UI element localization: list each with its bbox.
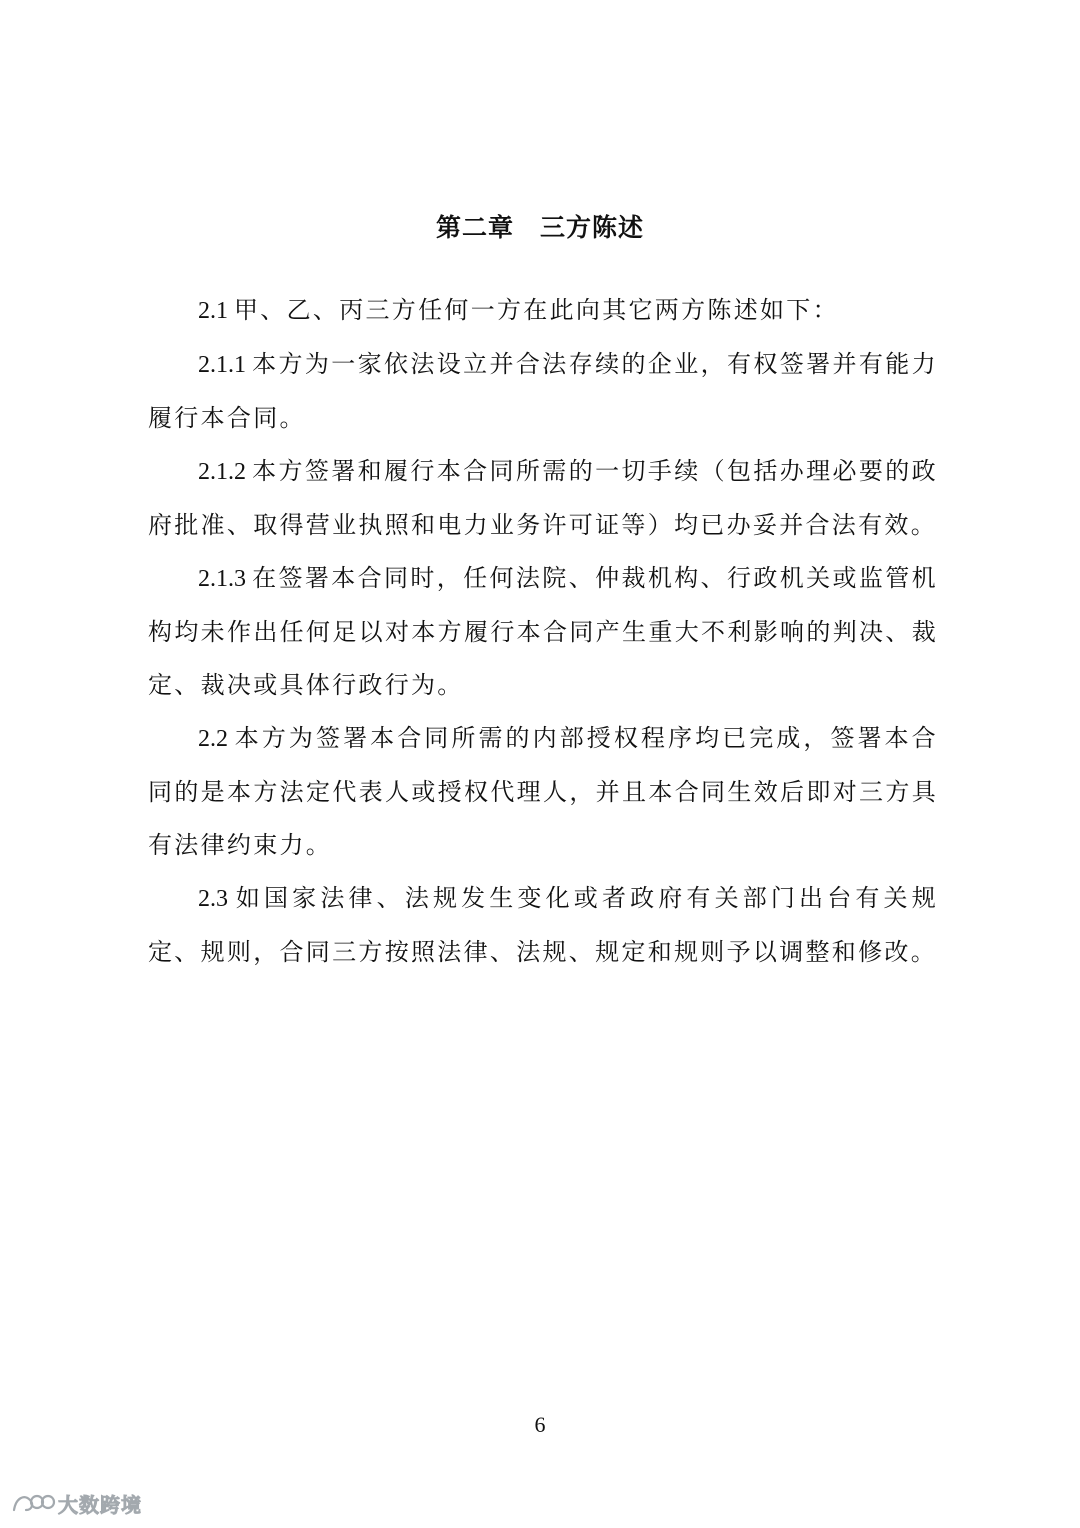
watermark-logo-icon xyxy=(10,1488,56,1518)
page-number: 6 xyxy=(534,1412,546,1437)
clause-2-1 xyxy=(148,284,938,338)
watermark xyxy=(10,1488,142,1518)
clause-number: 2.1 xyxy=(198,298,228,324)
chapter-title: 第二章 三方陈述 xyxy=(435,213,644,242)
body-text xyxy=(148,284,938,979)
clause-2-2 xyxy=(148,712,938,872)
clause-text: 如国家法律、法规发生变化或者政府有关部门出台有关规定、规则，合同三方按照法律、法规、规定和规则予以调整和修改。 xyxy=(148,884,938,966)
watermark-text: 大数跨境 xyxy=(58,1492,142,1517)
clause-text: 在签署本合同时，任何法院、仲裁机构、行政机关或监管机构均未作出任何足以对本方履行本合同产生重大不利影响的判决、裁定、裁决或具体行政行为。 xyxy=(148,564,938,699)
clause-number: 2.1.2 xyxy=(198,459,246,485)
clause-2-3 xyxy=(148,872,938,979)
clause-2-1-2 xyxy=(148,445,938,552)
clause-text: 本方为一家依法设立并合法存续的企业，有权签署并有能力履行本合同。 xyxy=(148,350,938,432)
clause-text: 本方签署和履行本合同所需的一切手续（包括办理必要的政府批准、取得营业执照和电力业务许可证等）均已办妥并合法有效。 xyxy=(148,457,938,539)
clause-number: 2.1.3 xyxy=(198,566,246,592)
clause-2-1-1 xyxy=(148,338,938,445)
clause-text: 本方为签署本合同所需的内部授权程序均已完成，签署本合同的是本方法定代表人或授权代理人，并且本合同生效后即对三方具有法律约束力。 xyxy=(148,724,938,859)
clause-text: 甲、乙、丙三方任何一方在此向其它两方陈述如下： xyxy=(234,296,839,324)
clause-number: 2.2 xyxy=(198,726,228,752)
clause-number: 2.1.1 xyxy=(198,352,246,378)
clause-number: 2.3 xyxy=(198,886,228,912)
clause-2-1-3 xyxy=(148,552,938,712)
